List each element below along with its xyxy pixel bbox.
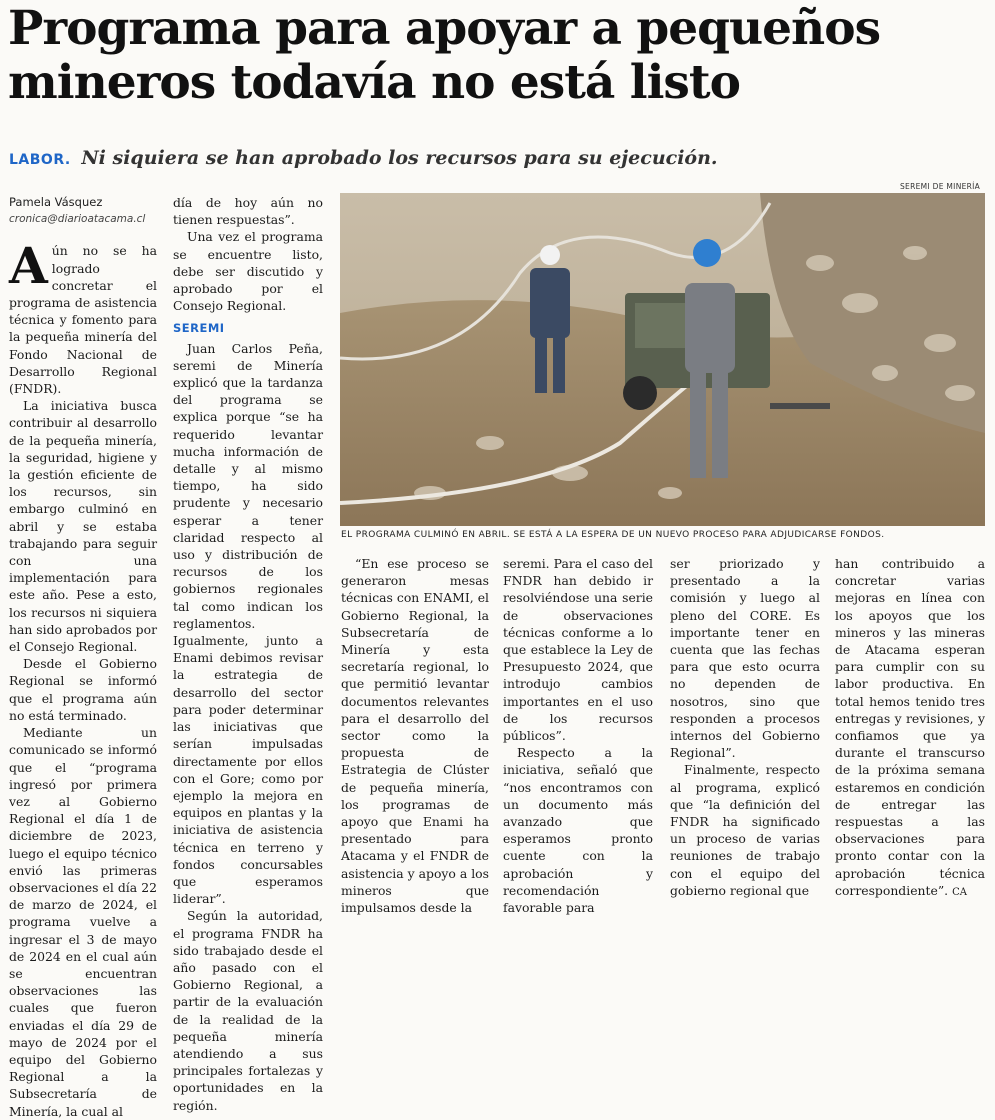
paragraph-text: ún no se ha logrado concretar el programa de asistencia técnica y fomento para la pequeña minería del Fondo Nacional de Desarrollo Regional (FNDR).: [9, 243, 157, 397]
headline: Programa para apoyar a pequeños mineros todavía no está listo: [8, 1, 881, 110]
paragraph: Desde el Gobierno Regional se informó que el programa aún no está terminado.: [9, 656, 157, 723]
paragraph: día de hoy aún no tienen respuestas”.: [173, 195, 323, 228]
article-column-6: [835, 555, 985, 901]
deck: [9, 147, 718, 169]
photo-caption: EL PROGRAMA CULMINÓ EN ABRIL. SE ESTÁ A LA ESPERA DE UN NUEVO PROCESO PARA ADJUDICARSE FONDOS.: [341, 530, 885, 540]
article-column-3: [341, 555, 489, 916]
paragraph: Finalmente, respecto al programa, explicó que “la definición del FNDR ha significado un proceso de varias reuniones de trabajo con el equipo del gobierno regional que: [670, 762, 820, 898]
article-column-1: [9, 194, 157, 1120]
paragraph: ser priorizado y presentado a la comisión y luego al pleno del CORE. Es importante tener en cuenta que las fechas para que esto ocurra no dependen de nosotros, sino que responden a procesos internos del Gobierno Regional”.: [670, 556, 820, 761]
paragraph: [9, 236, 157, 397]
photo-illustration: [340, 193, 985, 526]
section-subhead: SEREMI: [173, 321, 225, 336]
deck-kicker: LABOR.: [9, 152, 71, 168]
end-mark: CA: [952, 886, 967, 898]
byline-email: cronica@diarioatacama.cl: [9, 213, 146, 226]
dropcap: A: [9, 236, 48, 296]
paragraph: “En ese proceso se generaron mesas técnicas con ENAMI, el Gobierno Regional, la Subsecretaría de Minería y esta secretaría regional, lo que permitió levantar documentos relevantes para el desarrollo del sector como la propuesta de Estrategia de Clúster de pequeña minería, los programas de apoyo que Enami ha presentado para Atacama y el FNDR de asistencia y apoyo a los mineros que impulsamos desde la: [341, 556, 489, 916]
paragraph: Según la autoridad, el programa FNDR ha sido trabajado desde el año pasado con el Gobierno Regional, a partir de la evaluación de la realidad de la pequeña minería atendiendo a sus principales fortalezas y oportunidades en la región.: [173, 908, 323, 1113]
paragraph: [835, 555, 985, 901]
article-column-4: [503, 555, 653, 916]
paragraph: seremi. Para el caso del FNDR han debido ir resolviéndose una serie de observaciones técnicas conforme a lo que establece la Ley de Presupuesto 2024, que introdujo cambios importantes en el uso de los recursos públicos”.: [503, 556, 653, 744]
paragraph: Juan Carlos Peña, seremi de Minería explicó que la tardanza del programa se explica porque “se ha requerido levantar mucha información de detalle y al mismo tiempo, ha sido prudente y necesario esperar a tener claridad respecto al uso y distribución de recursos de los gobiernos regionales tal como indican los reglamentos. Igualmente, junto a Enami debimos revisar la estrategia de desarrollo del sector para poder determinar las iniciativas que serían impulsadas directamente por ellos con el Gore; como por ejemplo la mejora en equipos en plantas y la iniciativa de asistencia técnica en terreno y fondos concursables que esperamos liderar”.: [173, 340, 323, 907]
paragraph: Una vez el programa se encuentre listo, debe ser discutido y aprobado por el Consejo Regional.: [173, 229, 323, 314]
byline-author: Pamela Vásquez: [9, 195, 103, 209]
paragraph: La iniciativa busca contribuir al desarrollo de la pequeña minería, la seguridad, higiene y la gestión eficiente de los recursos, sin embargo culminó en abril y se estaba trabajando para seguir con una implementación para este año. Pese a esto, los recursos ni siquiera han sido aprobados por el Consejo Regional.: [9, 398, 157, 655]
article-column-2: [173, 194, 323, 1114]
photo-credit: SEREMI DE MINERÍA: [900, 182, 981, 191]
article-photo: [340, 193, 985, 526]
paragraph: Mediante un comunicado se informó que el “programa ingresó por primera vez al Gobierno Regional el día 1 de diciembre de 2023, luego el equipo técnico envió las primeras observaciones el día 22 de marzo de 2024, el programa vuelve a ingresar el 3 de mayo de 2024 en el cual aún se encuentran observaciones las cuales que fueron enviadas el día 29 de mayo de 2024 por el equipo del Gobierno Regional a la Subsecretaría de Minería, la cual al: [9, 725, 157, 1119]
paragraph: Respecto a la iniciativa, señaló que “nos encontramos con un documento más avanzado que esperamos pronto cuente con la aprobación y recomendación favorable para: [503, 745, 653, 916]
deck-text: Ni siquiera se han aprobado los recursos para su ejecución.: [81, 147, 718, 169]
article-column-5: [670, 555, 820, 899]
paragraph-text: han contribuido a concretar varias mejoras en línea con los apoyos que los mineros y las mineras de Atacama esperan para cumplir con su labor productiva. En total hemos tenido tres entregas y revisiones, y confiamos que ya durante el transcurso de la próxima semana estaremos en condición de entregar las respuestas a las observaciones para pronto contar con la aprobación técnica correspondiente”.: [835, 556, 985, 898]
